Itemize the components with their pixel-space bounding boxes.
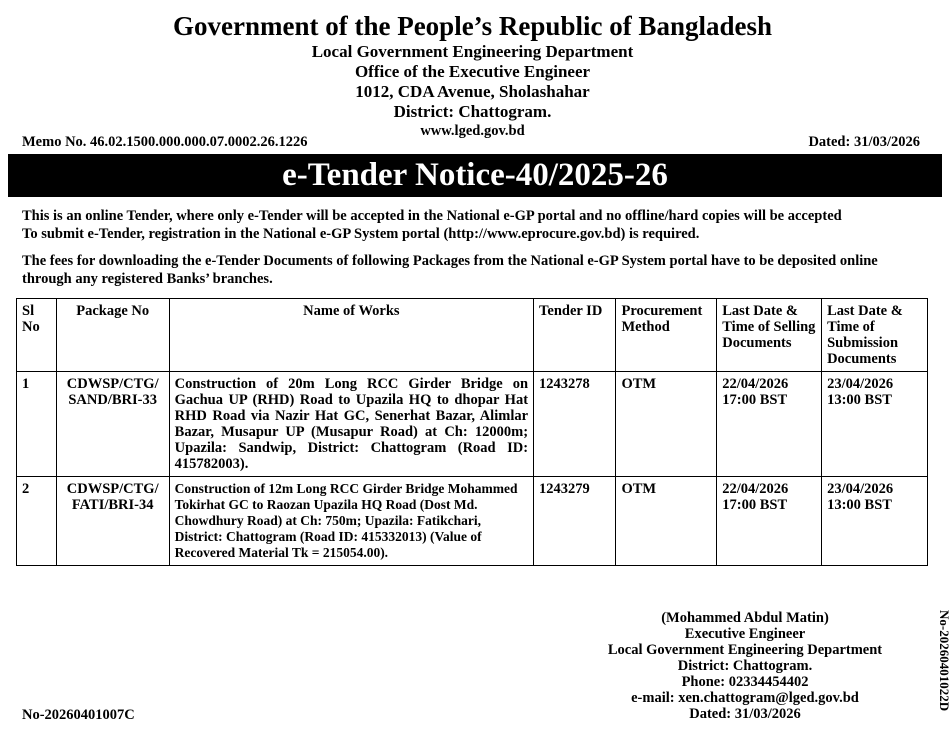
table-row <box>17 372 928 477</box>
cell-sl: 1 <box>17 372 57 477</box>
office-name: Office of the Executive Engineer <box>354 62 591 81</box>
header-selling: Last Date & Time of Selling Documents <box>717 299 822 372</box>
cell-sl: 2 <box>17 477 57 566</box>
website: www.lged.gov.bd <box>420 123 525 139</box>
fees-paragraph: The fees for downloading the e-Tender Documents of following Packages from the National e-GP System portal have to be deposited online through any registered Banks’ branches. <box>22 253 878 287</box>
intro-paragraph-line1: This is an online Tender, where only e-Tender will be accepted in the National e-GP portal and no offline/hard copies will be accepted <box>22 208 842 224</box>
cell-method: OTM <box>616 477 717 566</box>
cell-selling: 22/04/2026 17:00 BST <box>717 372 822 477</box>
cell-works: Construction of 20m Long RCC Girder Bridge on Gachua UP (RHD) Road to Upazila HQ to dhopar Hat RHD Road via Nazir Hat GC, Senerhat Bazar, Alimlar Bazar, Musapur UP (Musapur Road) at Ch: 12000m; Upazila: Sandwip, District: Chattogram (Road ID: 415782003). <box>169 372 533 477</box>
header-tender-id: Tender ID <box>534 299 616 372</box>
cell-selling: 22/04/2026 17:00 BST <box>717 477 822 566</box>
cell-tender-id: 1243278 <box>534 372 616 477</box>
signatory-designation: Executive Engineer <box>684 626 806 642</box>
office-district: District: Chattogram. <box>393 102 552 121</box>
intro-paragraph-line2: To submit e-Tender, registration in the National e-GP System portal (http://www.eprocure.gov.bd) is required. <box>22 226 700 242</box>
signatory-name: (Mohammed Abdul Matin) <box>661 610 829 626</box>
signatory-district: District: Chattogram. <box>677 658 813 674</box>
notice-title-banner: e-Tender Notice-40/2025-26 <box>8 154 942 197</box>
signatory-department: Local Government Engineering Department <box>607 642 883 658</box>
office-address: 1012, CDA Avenue, Sholashahar <box>355 82 590 101</box>
header-works: Name of Works <box>169 299 533 372</box>
department-name: Local Government Engineering Department <box>311 42 634 61</box>
side-reference-text: No-20260401022D <box>937 610 952 712</box>
cell-method: OTM <box>616 372 717 477</box>
government-title: Government of the People’s Republic of Bangladesh <box>173 11 772 41</box>
header-submission: Last Date & Time of Submission Documents <box>822 299 928 372</box>
signatory-email: e-mail: xen.chattogram@lged.gov.bd <box>631 690 859 706</box>
signatory-phone: Phone: 02334454402 <box>681 674 809 690</box>
cell-tender-id: 1243279 <box>534 477 616 566</box>
cell-works: Construction of 12m Long RCC Girder Bridge Mohammed Tokirhat GC to Raozan Upazila HQ Road (Dost Md. Chowdhury Road) at Ch: 750m; Upazila: Fatikchari, District: Chattogram (Road ID: 415332013) (Value of Recovered Material Tk = 215054.00). <box>169 477 533 566</box>
tender-table <box>16 298 928 566</box>
memo-number: Memo No. 46.02.1500.000.000.07.0002.26.1226 <box>22 134 308 150</box>
signatory-date: Dated: 31/03/2026 <box>689 706 801 722</box>
table-row <box>17 477 928 566</box>
header-sl: Sl No <box>17 299 57 372</box>
cell-submission: 23/04/2026 13:00 BST <box>822 372 928 477</box>
header-method: Procurement Method <box>616 299 717 372</box>
cell-submission: 23/04/2026 13:00 BST <box>822 477 928 566</box>
reference-number: No-20260401007C <box>22 707 135 723</box>
cell-package: CDWSP/CTG/ SAND/BRI-33 <box>56 372 169 477</box>
table-header-row <box>17 299 928 372</box>
cell-package: CDWSP/CTG/ FATI/BRI-34 <box>56 477 169 566</box>
header-package: Package No <box>56 299 169 372</box>
side-reference-code <box>937 610 952 738</box>
date-top: Dated: 31/03/2026 <box>808 134 920 150</box>
